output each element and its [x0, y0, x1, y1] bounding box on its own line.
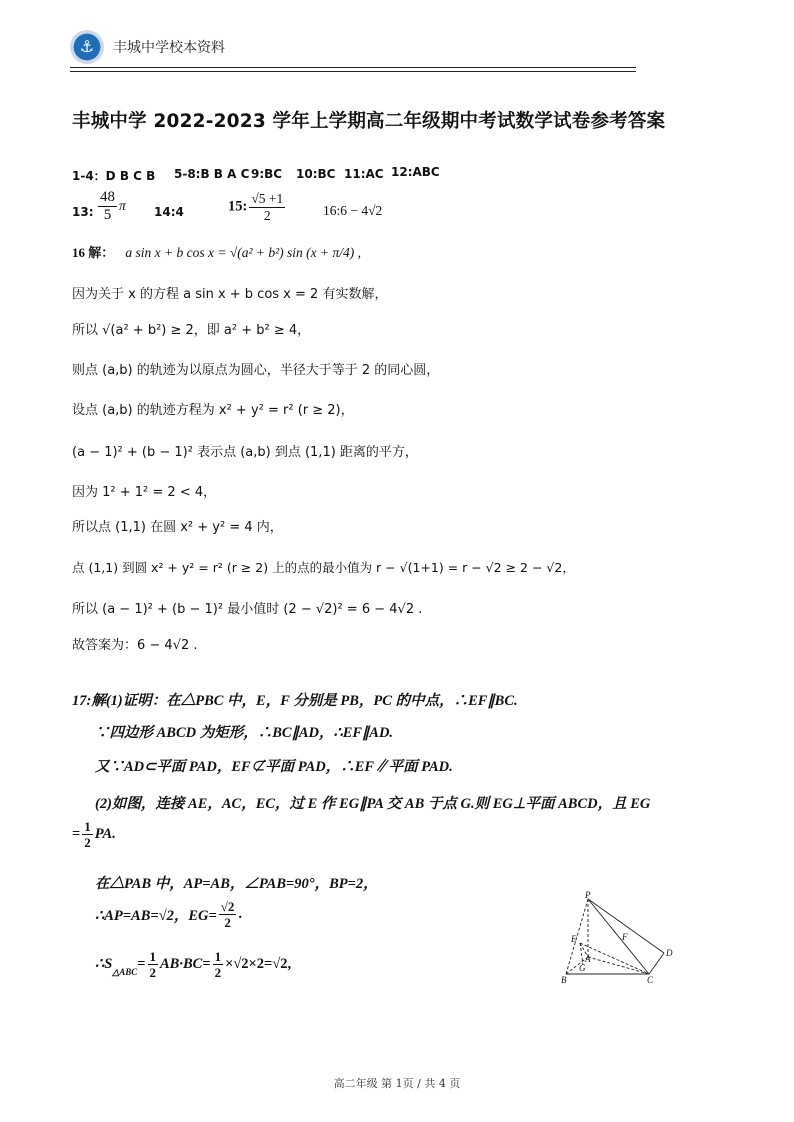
fraction-denominator: 2	[224, 915, 231, 930]
label-b: B	[561, 975, 567, 985]
solution-17-line-2: ∵四边形 ABCD 为矩形，∴BC∥AD，∴EF∥AD.	[95, 725, 394, 741]
ap-ab-text: ∴AP=AB=√2，EG=	[95, 908, 217, 924]
solution-16-line-11: 故答案为：6 − 4√2 .	[72, 638, 198, 653]
solution-16-line-4: 则点 (a,b) 的轨迹为以原点为圆心，半径大于等于 2 的同心圆，	[72, 363, 440, 378]
solution-17-line-6: 在△PAB 中，AP=AB，∠PAB=90°，BP=2，	[95, 876, 378, 892]
header-rule-thick	[70, 67, 636, 68]
solution-17-line-7	[95, 900, 242, 929]
ab-bc-text: AB·BC=	[160, 956, 211, 972]
label-p: P	[585, 890, 591, 900]
answer-12-text: 12:ABC	[391, 165, 440, 179]
answer-15	[228, 192, 287, 222]
solution-16-formula: a sin x + b cos x = √(a² + b²) sin (x + π/4) ,	[125, 245, 362, 260]
label-g: G	[579, 963, 586, 973]
solution-17-line-4: (2)如图，连接 AE，AC，EC，过 E 作 EG∥PA 交 AB 于点 G.则 EG⊥平面 ABCD，且 EG	[95, 796, 651, 812]
area-symbol: ∴S	[95, 956, 113, 972]
label-c: C	[647, 975, 654, 985]
solution-16-label: 16 解：	[72, 245, 115, 260]
header-rule-thin	[70, 71, 636, 72]
answer-15-denominator: 2	[263, 207, 271, 223]
anchor-icon: ⚓	[79, 37, 95, 56]
solution-16-line-2: 因为关于 x 的方程 a sin x + b cos x = 2 有实数解，	[72, 287, 388, 302]
answer-1-4: 1-4：D B C B	[72, 169, 156, 183]
solution-16-line-6: (a − 1)² + (b − 1)² 表示点 (a,b) 到点 (1,1) 距离的平方，	[72, 445, 418, 460]
label-e: E	[571, 934, 577, 944]
solution-16-line-3: 所以 √(a² + b²) ≥ 2，即 a² + b² ≥ 4，	[72, 323, 311, 338]
solution-16-line-1	[72, 242, 361, 261]
solution-17-line-3: 又∵AD⊂平面 PAD，EF⊄平面 PAD，∴EF∥平面 PAD.	[95, 759, 453, 775]
solution-16-line-7: 因为 1² + 1² = 2 < 4，	[72, 485, 217, 500]
fraction-numerator: 1	[214, 949, 222, 964]
area-subscript: △ABC	[112, 967, 138, 977]
answer-16: 16:6 − 4√2	[323, 203, 383, 218]
pyramid-diagram	[555, 890, 685, 990]
answer-14: 14:4	[154, 205, 184, 219]
period: .	[238, 906, 243, 922]
page-footer: 高二年级 第 1页 / 共 4 页	[333, 1077, 461, 1090]
equals-sign: =	[72, 826, 81, 842]
answer-9: 9:BC	[251, 167, 283, 181]
answer-13-value	[96, 190, 126, 223]
label-d: D	[666, 948, 673, 958]
answer-10: 10:BC	[296, 167, 336, 181]
solution-17-line-1: 17:解(1)证明：在△PBC 中，E，F 分别是 PB，PC 的中点，∴EF∥BC.	[72, 693, 518, 709]
answer-13-numerator: 48	[100, 189, 115, 205]
header-school-name: 丰城中学校本资料	[113, 40, 225, 56]
answer-13-pi: π	[119, 197, 126, 213]
fraction-denominator: 2	[214, 965, 222, 980]
answer-12	[391, 165, 440, 179]
school-emblem-icon	[70, 30, 104, 64]
answer-15-label: 15:	[228, 198, 248, 215]
answer-15-numerator: √5 +1	[251, 191, 284, 206]
answer-5-8: 5-8:B B A C	[174, 167, 250, 181]
solution-17-line-5	[72, 820, 116, 849]
solution-16-line-5: 设点 (a,b) 的轨迹方程为 x² + y² = r² (r ≥ 2)，	[72, 403, 354, 418]
label-a: A	[585, 954, 591, 964]
pa-text: PA.	[94, 826, 116, 842]
fraction-numerator: 1	[149, 949, 156, 964]
fraction-numerator: 1	[84, 819, 91, 834]
label-f: F	[622, 932, 628, 942]
fraction-denominator: 2	[149, 965, 156, 980]
solution-16-line-10: 所以 (a − 1)² + (b − 1)² 最小值时 (2 − √2)² = 6 − 4√2 .	[72, 602, 423, 617]
solution-16-line-8: 所以点 (1,1) 在圆 x² + y² = 4 内，	[72, 520, 283, 535]
answer-13-denominator: 5	[103, 207, 112, 223]
equals-sign: =	[137, 956, 146, 972]
fraction-denominator: 2	[84, 835, 91, 850]
fraction-numerator: √2	[220, 899, 235, 914]
solution-17-line-8	[95, 950, 291, 979]
answer-13-label: 13:	[72, 205, 94, 219]
answer-11: 11:AC	[344, 167, 384, 181]
solution-16-line-9: 点 (1,1) 到圆 x² + y² = r² (r ≥ 2) 上的点的最小值为 r − √(1+1) = r − √2 ≥ 2 − √2，	[72, 560, 575, 575]
page-title: 丰城中学 2022-2023 学年上学期高二年级期中考试数学试卷参考答案	[72, 111, 666, 132]
product-text: ×√2×2=√2,	[225, 956, 292, 972]
